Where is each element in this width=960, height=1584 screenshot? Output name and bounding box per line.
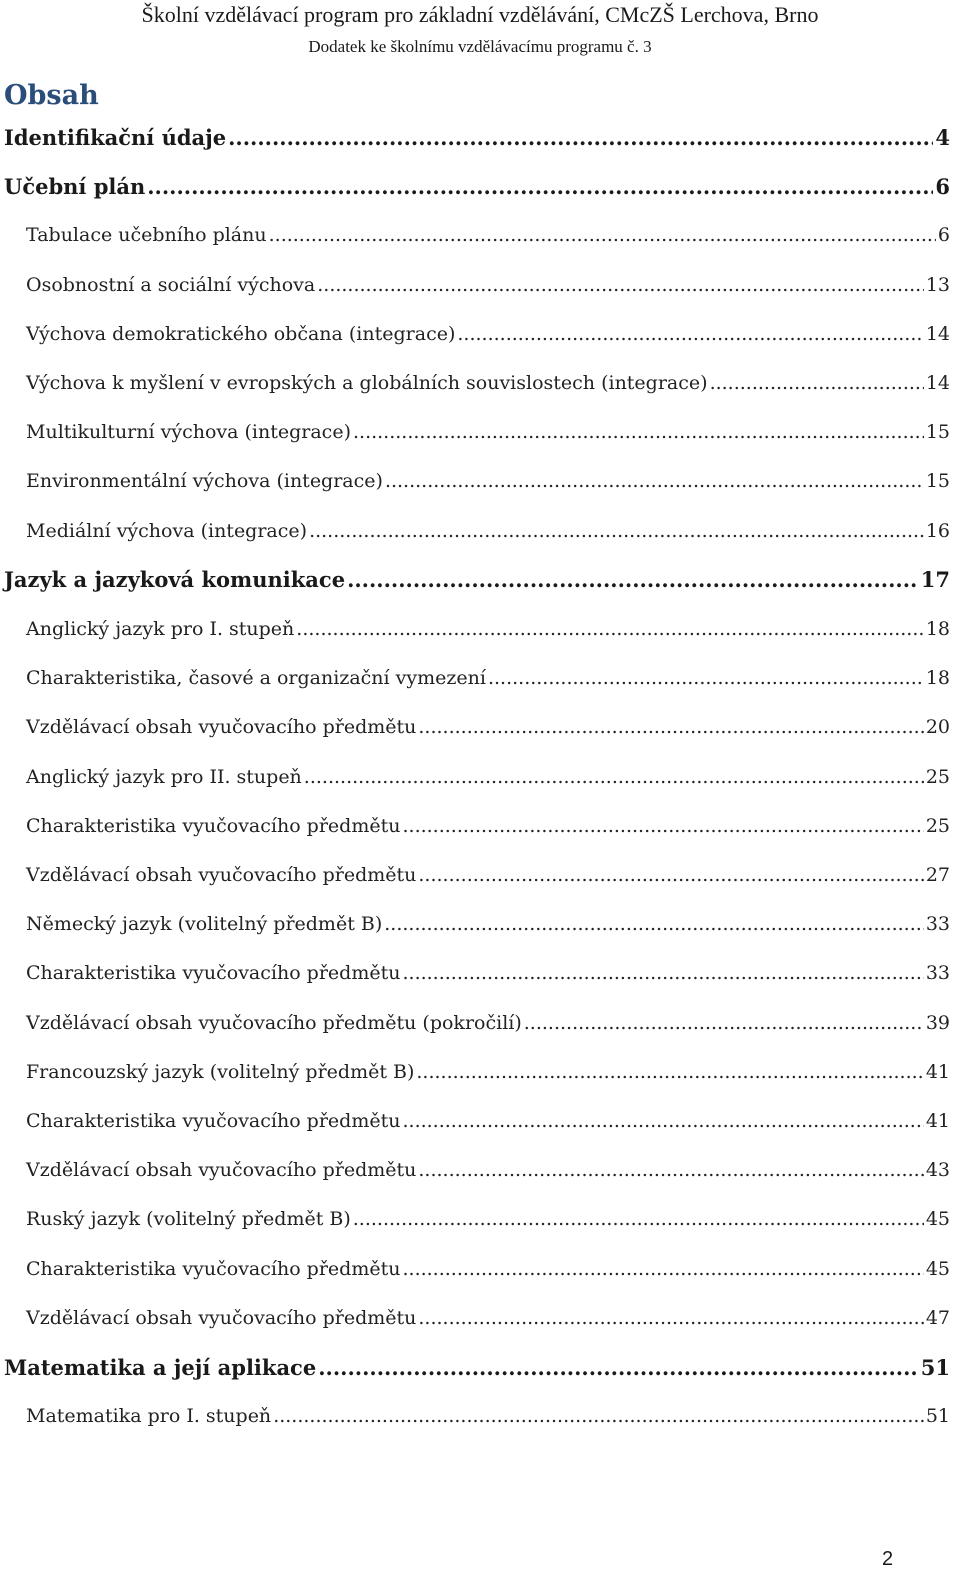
toc-entry-link[interactable] — [4, 174, 950, 199]
toc-entry-title: Vzdělávací obsah vyučovacího předmětu — [26, 716, 417, 739]
toc-entry-title: Charakteristika, časové a organizační vymezení — [26, 667, 486, 690]
toc-entry-subsection[interactable] — [0, 215, 960, 255]
toc-entry-link[interactable] — [26, 913, 950, 935]
toc-entry-title: Tabulace učebního plánu — [26, 224, 267, 247]
toc-entry-subsection[interactable] — [0, 1003, 960, 1043]
toc-entry-title: Vzdělávací obsah vyučovacího předmětu — [26, 1306, 417, 1329]
toc-entry-title: Francouzský jazyk (volitelný předmět B) — [26, 1060, 415, 1083]
toc-entry-title: Vzdělávací obsah vyučovacího předmětu — [26, 864, 417, 886]
toc-entry-page: 18 — [925, 667, 950, 690]
toc-entry-subsection[interactable] — [0, 609, 960, 649]
toc-entry-subsection[interactable] — [0, 1396, 960, 1436]
toc-dot-leader — [384, 913, 924, 935]
toc-dot-leader — [353, 421, 924, 443]
toc-entry-subsection[interactable] — [0, 511, 960, 551]
toc-entry-title: Matematika a její aplikace — [4, 1354, 317, 1380]
toc-dot-leader — [228, 125, 933, 150]
toc-entry-link[interactable] — [26, 1405, 950, 1427]
toc-dot-leader — [418, 1307, 923, 1329]
toc-dot-leader — [402, 815, 923, 837]
toc-entry-link[interactable] — [4, 1355, 950, 1380]
toc-dot-leader — [317, 274, 924, 296]
toc-entry-title: Výchova demokratického občana (integrace) — [26, 322, 456, 345]
toc-entry-title: Charakteristika vyučovacího předmětu — [26, 1257, 401, 1280]
toc-entry-link[interactable] — [26, 1159, 950, 1181]
toc-dot-leader — [269, 224, 936, 246]
toc-dot-leader — [304, 766, 924, 788]
toc-entry-title: Vzdělávací obsah vyučovacího předmětu (pokročilí) — [26, 1011, 522, 1034]
toc-entry-title: Charakteristika vyučovacího předmětu — [26, 814, 401, 837]
toc-dot-leader — [416, 1061, 923, 1083]
toc-entry-link[interactable] — [26, 470, 950, 492]
toc-entry-page: 41 — [925, 1110, 950, 1132]
toc-entry-subsection[interactable] — [0, 412, 960, 452]
page-number: 2 — [882, 1548, 894, 1570]
toc-dot-leader — [418, 1159, 923, 1181]
toc-entry-title: Identifikační údaje — [4, 124, 227, 150]
toc-entry-page: 47 — [925, 1306, 950, 1329]
toc-entry-page: 33 — [925, 962, 950, 985]
toc-entry-title: Anglický jazyk pro I. stupeň — [26, 618, 295, 640]
toc-entry-subsection[interactable] — [0, 658, 960, 698]
toc-entry-page: 14 — [925, 372, 950, 394]
toc-entry-section[interactable] — [0, 117, 960, 157]
toc-dot-leader — [309, 520, 924, 542]
toc-entry-link[interactable] — [26, 224, 950, 246]
document-header-subtitle: Dodatek ke školnímu vzdělávacímu programu č. 3 — [308, 37, 652, 56]
toc-entry-page: 15 — [925, 421, 950, 444]
toc-dot-leader — [347, 567, 919, 592]
toc-dot-leader — [402, 1110, 923, 1132]
toc-entry-link[interactable] — [4, 567, 950, 592]
toc-dot-leader — [353, 1208, 924, 1230]
toc-entry-title: Učební plán — [4, 173, 146, 199]
toc-entry-link[interactable] — [26, 421, 950, 443]
toc-dot-leader — [402, 962, 923, 984]
toc-heading: Obsah — [4, 80, 99, 111]
toc-entry-title: Osobnostní a sociální výchova — [26, 273, 316, 296]
toc-dot-leader — [710, 372, 924, 394]
toc-entry-page: 45 — [925, 1257, 950, 1280]
toc-entry-subsection[interactable] — [0, 265, 960, 305]
toc-entry-title: Anglický jazyk pro II. stupeň — [26, 765, 302, 788]
toc-entry-link[interactable] — [26, 274, 950, 296]
toc-entry-page: 51 — [925, 1405, 950, 1428]
toc-entry-page: 45 — [925, 1208, 950, 1231]
toc-entry-subsection[interactable] — [0, 806, 960, 846]
toc-entry-link[interactable] — [26, 1110, 950, 1132]
toc-entry-page: 20 — [925, 716, 950, 739]
toc-entry-subsection[interactable] — [0, 1298, 960, 1338]
toc-dot-leader — [418, 716, 923, 738]
toc-entry-page: 25 — [925, 765, 950, 788]
toc-entry-page: 33 — [925, 913, 950, 936]
toc-entry-subsection[interactable] — [0, 1101, 960, 1141]
toc-entry-page: 15 — [925, 470, 950, 493]
toc-dot-leader — [385, 470, 924, 492]
toc-entry-link[interactable] — [26, 1307, 950, 1329]
toc-entry-page: 16 — [925, 519, 950, 542]
toc-entry-page: 27 — [925, 864, 950, 886]
toc-entry-link[interactable] — [26, 766, 950, 788]
toc-entry-page: 6 — [935, 173, 950, 199]
toc-entry-subsection[interactable] — [0, 1150, 960, 1190]
toc-entry-link[interactable] — [4, 125, 950, 150]
toc-entry-title: Vzdělávací obsah vyučovacího předmětu — [26, 1159, 417, 1182]
toc-entry-link[interactable] — [26, 667, 950, 689]
toc-entry-title: Německý jazyk (volitelný předmět B) — [26, 913, 383, 936]
toc-entry-link[interactable] — [26, 323, 950, 345]
toc-entry-link[interactable] — [26, 864, 950, 886]
toc-entry-subsection[interactable] — [0, 953, 960, 993]
toc-entry-subsection[interactable] — [0, 1199, 960, 1239]
toc-entry-page: 25 — [925, 814, 950, 837]
toc-entry-page: 17 — [920, 567, 950, 593]
toc-dot-leader — [457, 323, 923, 345]
toc-entry-title: Charakteristika vyučovacího předmětu — [26, 1110, 401, 1132]
toc-entry-subsection[interactable] — [0, 1249, 960, 1289]
toc-entry-link[interactable] — [26, 1258, 950, 1280]
toc-entry-subsection[interactable] — [0, 757, 960, 797]
toc-entry-subsection[interactable] — [0, 363, 960, 403]
toc-entry-page: 4 — [935, 124, 950, 150]
toc-entry-page: 13 — [925, 273, 950, 296]
toc-entry-link[interactable] — [26, 372, 950, 394]
toc-entry-link[interactable] — [26, 1061, 950, 1083]
toc-entry-subsection[interactable] — [0, 314, 960, 354]
toc-entry-page: 14 — [925, 322, 950, 345]
toc-dot-leader — [296, 618, 924, 640]
toc-dot-leader — [147, 174, 933, 199]
toc-entry-title: Environmentální výchova (integrace) — [26, 470, 383, 493]
toc-entry-page: 6 — [937, 224, 950, 247]
toc-entry-link[interactable] — [26, 815, 950, 837]
toc-dot-leader — [318, 1355, 919, 1380]
toc-entry-link[interactable] — [26, 1012, 950, 1034]
toc-entry-page: 41 — [925, 1060, 950, 1083]
toc-entry-title: Jazyk a jazyková komunikace — [4, 567, 346, 593]
toc-entry-subsection[interactable] — [0, 707, 960, 747]
toc-entry-link[interactable] — [26, 1208, 950, 1230]
toc-dot-leader — [273, 1405, 924, 1427]
toc-entry-page: 39 — [925, 1011, 950, 1034]
toc-entry-title: Výchova k myšlení v evropských a globálních souvislostech (integrace) — [26, 372, 708, 394]
toc-entry-link[interactable] — [26, 716, 950, 738]
toc-entry-page: 43 — [925, 1159, 950, 1182]
toc-entry-section[interactable] — [0, 166, 960, 206]
toc-entry-subsection[interactable] — [0, 461, 960, 501]
toc-entry-title: Charakteristika vyučovacího předmětu — [26, 962, 401, 985]
toc-entry-link[interactable] — [26, 520, 950, 542]
toc-entry-subsection[interactable] — [0, 904, 960, 944]
toc-entry-title: Matematika pro I. stupeň — [26, 1405, 272, 1428]
toc-dot-leader — [402, 1258, 923, 1280]
toc-entry-title: Ruský jazyk (volitelný předmět B) — [26, 1208, 351, 1231]
toc-entry-section[interactable] — [0, 1347, 960, 1387]
toc-entry-link[interactable] — [26, 618, 950, 640]
toc-entry-subsection[interactable] — [0, 855, 960, 895]
toc-dot-leader — [488, 667, 924, 689]
toc-dot-leader — [524, 1012, 924, 1034]
toc-entry-section[interactable] — [0, 560, 960, 600]
toc-entry-page: 51 — [920, 1354, 950, 1380]
toc-entry-subsection[interactable] — [0, 1052, 960, 1092]
toc-entry-title: Mediální výchova (integrace) — [26, 519, 308, 542]
document-header-title: Školní vzdělávací program pro základní vzdělávání, CMcZŠ Lerchova, Brno — [141, 2, 819, 27]
toc-entry-link[interactable] — [26, 962, 950, 984]
toc-entry-page: 18 — [925, 618, 950, 640]
toc-dot-leader — [418, 864, 923, 886]
toc-entry-title: Multikulturní výchova (integrace) — [26, 421, 351, 444]
